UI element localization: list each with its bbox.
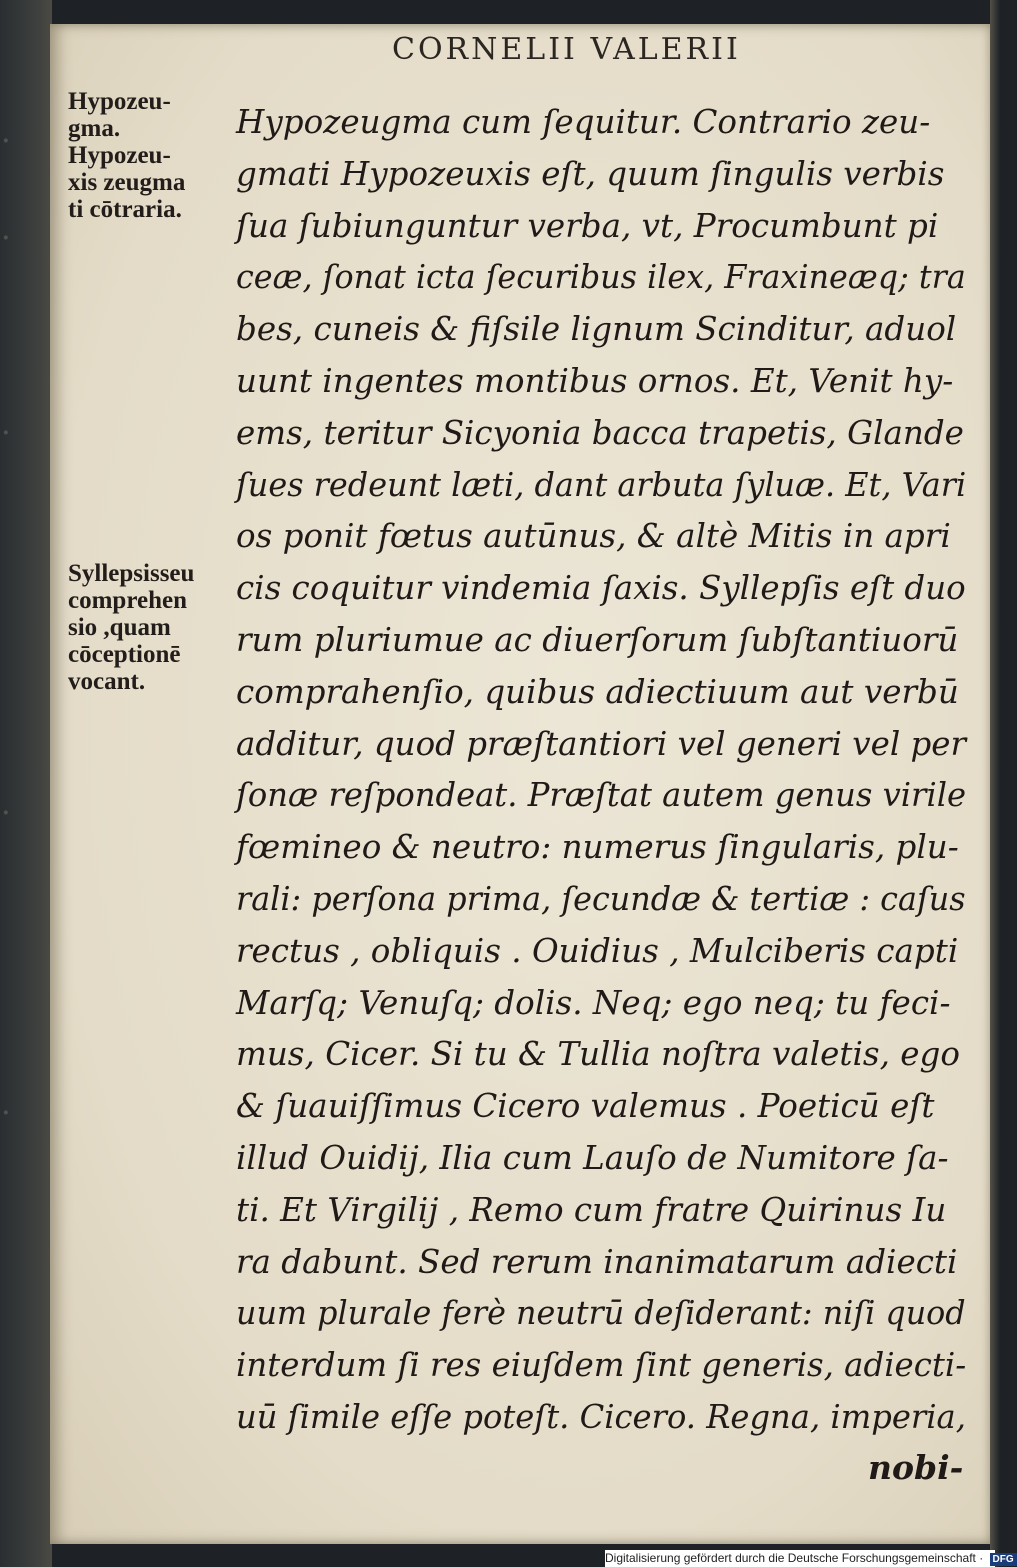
margin-note-line: cōceptionē	[68, 641, 181, 668]
body-line: ceæ, ſonat icta ſecuribus ilex, Fraxineæq; tra	[236, 257, 966, 297]
body-line: os ponit fœtus autūnus, & altè Mitis in apri	[236, 516, 951, 556]
body-line: Marſq; Venuſq; dolis. Neq; ego neq; tu feci-	[236, 982, 951, 1022]
margin-note-line: Syllepsisseu	[68, 560, 195, 587]
digitization-footer	[605, 1550, 1014, 1567]
body-line: comprahenſio, quibus adiectiuum aut verbū	[236, 671, 959, 711]
body-line: cis coquitur vindemia ſaxis. Syllepſis eſt duo	[236, 568, 966, 608]
body-line: uunt ingentes montibus ornos. Et, Venit hy-	[236, 360, 954, 400]
body-line: & ſuauiſſimus Cicero valemus . Poeticū eſt	[236, 1086, 935, 1126]
body-line: illud Ouidij, Ilia cum Lauſo de Numitore ſa-	[236, 1137, 949, 1177]
margin-note-line: vocant.	[68, 668, 146, 695]
bleed-through-glyph: ·	[2, 1100, 10, 1126]
bleed-through-glyph: ·	[2, 800, 10, 826]
body-line: uū ſimile eſſe poteſt. Cicero. Regna, imperia,	[236, 1396, 966, 1436]
margin-note-line: comprehen	[68, 587, 187, 614]
margin-note-line: Hypozeu-	[68, 88, 171, 115]
body-line: uum plurale ferè neutrū deſiderant: niſi quod	[236, 1293, 966, 1333]
book-edge-right	[990, 0, 1000, 1567]
footer-credit: Digitalisierung gefördert durch die Deutsche Forschungsgemeinschaft ·	[605, 1551, 984, 1565]
margin-note-line: Hypozeu-	[68, 142, 171, 169]
body-line: rectus , obliquis . Ouidius , Mulciberis capti	[236, 930, 959, 970]
body-line: gmati Hypozeuxis eſt, quum ſingulis verbis	[236, 153, 945, 193]
body-line: mus, Cicer. Si tu & Tullia noſtra valetis, ego	[236, 1034, 960, 1074]
body-line: ſonæ reſpondeat. Præſtat autem genus virile	[236, 775, 967, 815]
body-line: fœmineo & neutro: numerus ſingularis, plu-	[236, 827, 959, 867]
body-line: ti. Et Virgilij , Remo cum fratre Quirinus Iu	[236, 1189, 947, 1229]
body-line: bes, cuneis & fiſsile lignum Scinditur, aduol	[236, 309, 957, 349]
margin-note-line: xis zeugma	[68, 169, 186, 196]
margin-note-syllepsis	[68, 560, 238, 695]
margin-note-line: gma.	[68, 115, 121, 142]
book-edge-left	[0, 0, 52, 1567]
running-head: CORNELII VALERII	[392, 32, 741, 67]
body-line: ems, teritur Sicyonia bacca trapetis, Glande	[236, 412, 964, 452]
body-text	[236, 96, 976, 1443]
margin-note-hypozeugma	[68, 88, 238, 223]
bleed-through-glyph: ·	[2, 420, 10, 446]
body-line: ſues redeunt læti, dant arbuta ſyluæ. Et, Vari	[236, 464, 967, 504]
bleed-through-glyph: ·	[2, 225, 10, 251]
body-line: ra dabunt. Sed rerum inanimatarum adiecti	[236, 1241, 958, 1281]
dfg-logo[interactable]: DFG	[990, 1553, 1017, 1566]
margin-note-line: sio ,quam	[68, 614, 171, 641]
body-line: rum pluriumue ac diuerſorum ſubſtantiuorū	[236, 619, 959, 659]
body-line: ſua ſubiunguntur verba, vt, Procumbunt pi	[236, 205, 939, 245]
catchword: nobi-	[868, 1448, 964, 1487]
body-line: interdum ſi res eiuſdem ſint generis, adiecti-	[236, 1345, 967, 1385]
body-line: rali: perſona prima, ſecundæ & tertiæ : caſus	[236, 878, 966, 918]
body-line: additur, quod præſtantiori vel generi vel per	[236, 723, 967, 763]
margin-note-line: ti cōtraria.	[68, 196, 182, 223]
bleed-through-glyph: ·	[2, 128, 10, 154]
body-line: Hypozeugma cum ſequitur. Contrario zeu-	[236, 102, 931, 141]
